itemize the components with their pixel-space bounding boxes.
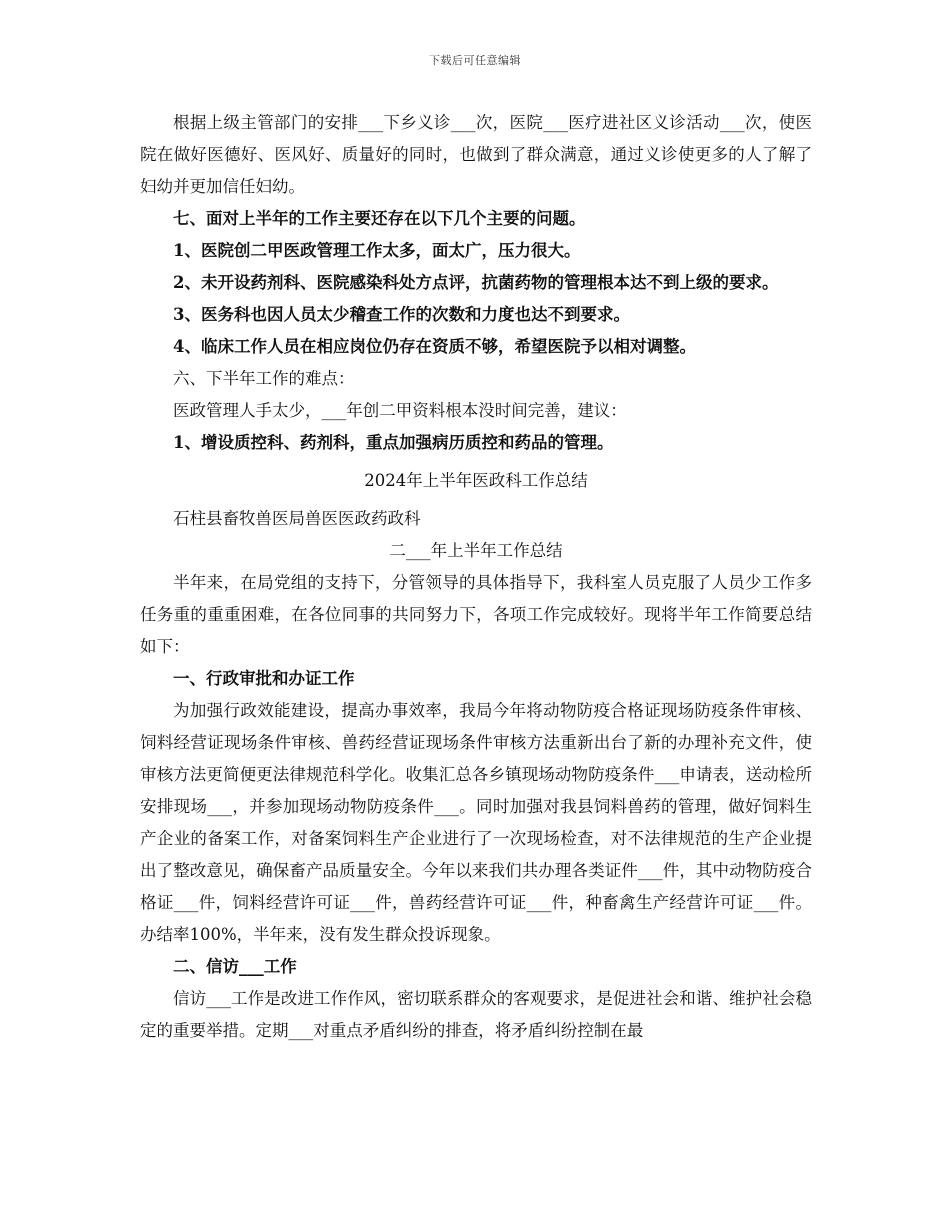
problem-item-2: 2、未开设药剂科、医院感染科处方点评，抗菌药物的管理根本达不到上级的要求。 — [173, 273, 779, 292]
section-heading-petitions: 二、信访___工作 — [173, 957, 297, 976]
problem-item-3: 3、医务科也因人员太少稽查工作的次数和力度也达不到要求。 — [173, 305, 630, 324]
suggestion-item-1: 1、增设质控科、药剂科，重点加强病历质控和药品的管理。 — [173, 433, 614, 452]
problem-item-1: 1、医院创二甲医政管理工作太多，面太广，压力很大。 — [173, 241, 581, 260]
document-title: 2024年上半年医政科工作总结 — [364, 471, 588, 490]
section-heading-admin-approval: 一、行政审批和办证工作 — [173, 669, 355, 688]
paragraph-staff-shortage: 医政管理人手太少，___年创二甲资料根本没时间完善，建议： — [173, 401, 627, 420]
problem-item-4: 4、临床工作人员在相应岗位仍存在资质不够，希望医院予以相对调整。 — [173, 337, 696, 356]
header-note: 下载后可任意编辑 — [429, 54, 521, 67]
paragraph-outreach-clinics: 根据上级主管部门的安排___下乡义诊___次，医院___医疗进社区义诊活动___次，使医院在做好医德好、医风好、质量好的同时，也做到了群众满意，通过义诊使更多的人了解了妇幼并更加信任妇幼。 — [140, 113, 812, 196]
summary-subtitle: 二___年上半年工作总结 — [389, 541, 563, 560]
section-heading-difficulties: 六、下半年工作的难点： — [173, 369, 355, 388]
paragraph-introduction: 半年来，在局党组的支持下，分管领导的具体指导下，我科室人员克服了人员少工作多任务重的重重困难，在各位同事的共同努力下，各项工作完成较好。现将半年工作简要总结如下： — [140, 573, 812, 656]
paragraph-admin-approval: 为加强行政效能建设，提高办事效率，我局今年将动物防疫合格证现场防疫条件审核、饲料经营证现场条件审核、兽药经营证现场条件审核方法重新出台了新的办理补充文件，使审核方法更简便更法律规范科学化。收集汇总各乡镇现场动物防疫条件___申请表，送动检所安排现场___，并参加现场动物防疫条件___。同时加强对我县饲料兽药的管理，做好饲料生产企业的备案工作，对备案饲料生产企业进行了一次现场检查，对不法律规范的生产企业提出了整改意见，确保畜产品质量安全。今年以来我们共办理各类证件___件，其中动物防疫合格证___件，饲料经营许可证___件，兽药经营许可证___件，种畜禽生产经营许可证___件。办结率100%，半年来，没有发生群众投诉现象。 — [140, 701, 812, 944]
section-heading-problems: 七、面对上半年的工作主要还存在以下几个主要的问题。 — [173, 209, 586, 228]
department-name: 石柱县畜牧兽医局兽医医政药政科 — [173, 509, 421, 528]
paragraph-petitions: 信访___工作是改进工作作风，密切联系群众的客观要求，是促进社会和谐、维护社会稳定的重要举措。定期___对重点矛盾纠纷的排查，将矛盾纠纷控制在最 — [140, 989, 812, 1040]
document-body — [140, 107, 812, 1047]
